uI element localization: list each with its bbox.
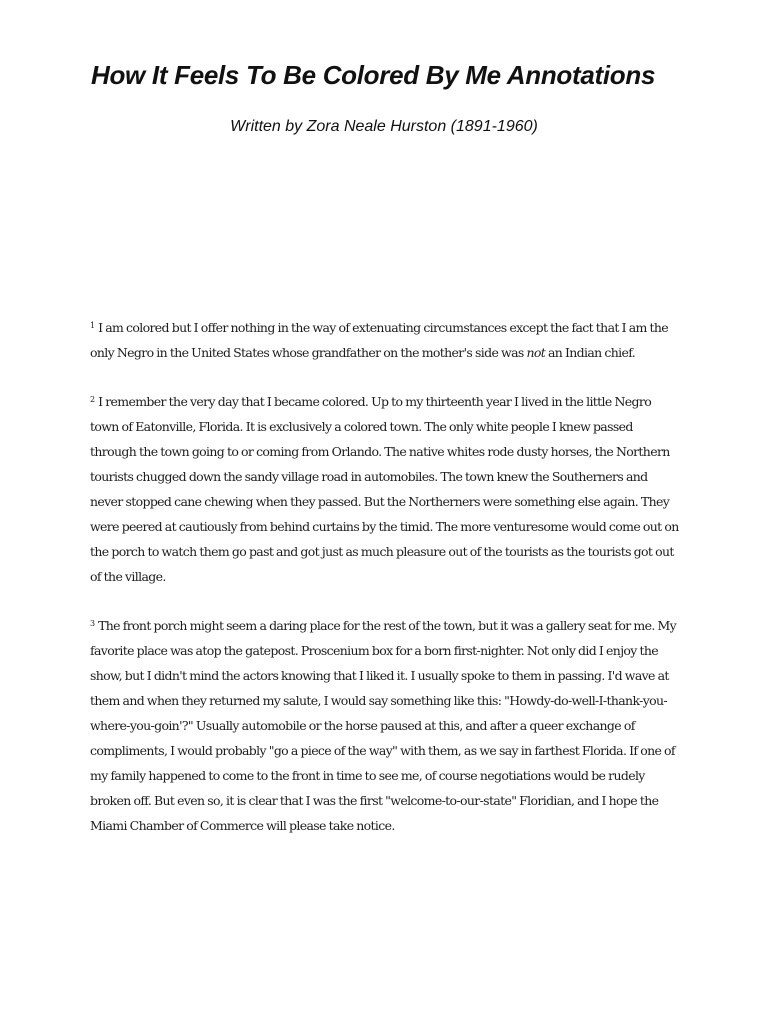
paragraph-text: I remember the very day that I became colored. Up to my thirteenth year I lived in the little Negro town of Eatonville, Florida. It is exclusively a colored town. The only white people I knew passed through the town going to or coming from Orlando. The native whites rode dusty horses, the Northern tourists chugged down the sandy village road in automobiles. The town knew the Southerners and never stopped cane chewing when they passed. But the Northerners were something else again. They were peered at cautiously from behind curtains by the timid. The more venturesome would come out on the porch to watch them go past and got just as much pleasure out of the tourists as the tourists got out of the village.	[90, 394, 679, 584]
paragraph-text: I am colored but I offer nothing in the way of extenuating circumstances except the fact that I am the only Negro in the United States whose grandfather on the mother's side was	[90, 320, 669, 360]
document-title: How It Feels To Be Colored By Me Annotations	[91, 60, 656, 90]
document-subtitle: Written by Zora Neale Hurston (1891-1960)	[230, 118, 538, 135]
paragraph-2	[90, 389, 680, 589]
paragraph-3	[90, 613, 680, 838]
paragraph-text: The front porch might seem a daring place for the rest of the town, but it was a gallery seat for me. My favorite place was atop the gatepost. Proscenium box for a born first-nighter. Not only did I enjoy the show, but I didn't mind the actors knowing that I liked it. I usually spoke to them in passing. I'd wave at them and when they returned my salute, I would say something like this: "Howdy-do-well-I-thank-you-where-you-goin'?" Usually automobile or the horse paused at this, and after a queer exchange of compliments, I would probably "go a piece of the way" with them, as we say in farthest Florida. If one of my family happened to come to the front in time to see me, of course negotiations would be rudely broken off. But even so, it is clear that I was the first "welcome-to-our-state" Floridian, and I hope the Miami Chamber of Commerce will please take notice.	[90, 618, 677, 833]
paragraph-1	[90, 315, 680, 365]
paragraph-number: 2	[90, 395, 96, 404]
document-body	[90, 315, 680, 862]
paragraph-number: 1	[90, 321, 96, 330]
paragraph-text-end: an Indian chief.	[545, 345, 636, 360]
paragraph-number: 3	[90, 619, 96, 628]
emphasized-word: not	[526, 345, 546, 360]
